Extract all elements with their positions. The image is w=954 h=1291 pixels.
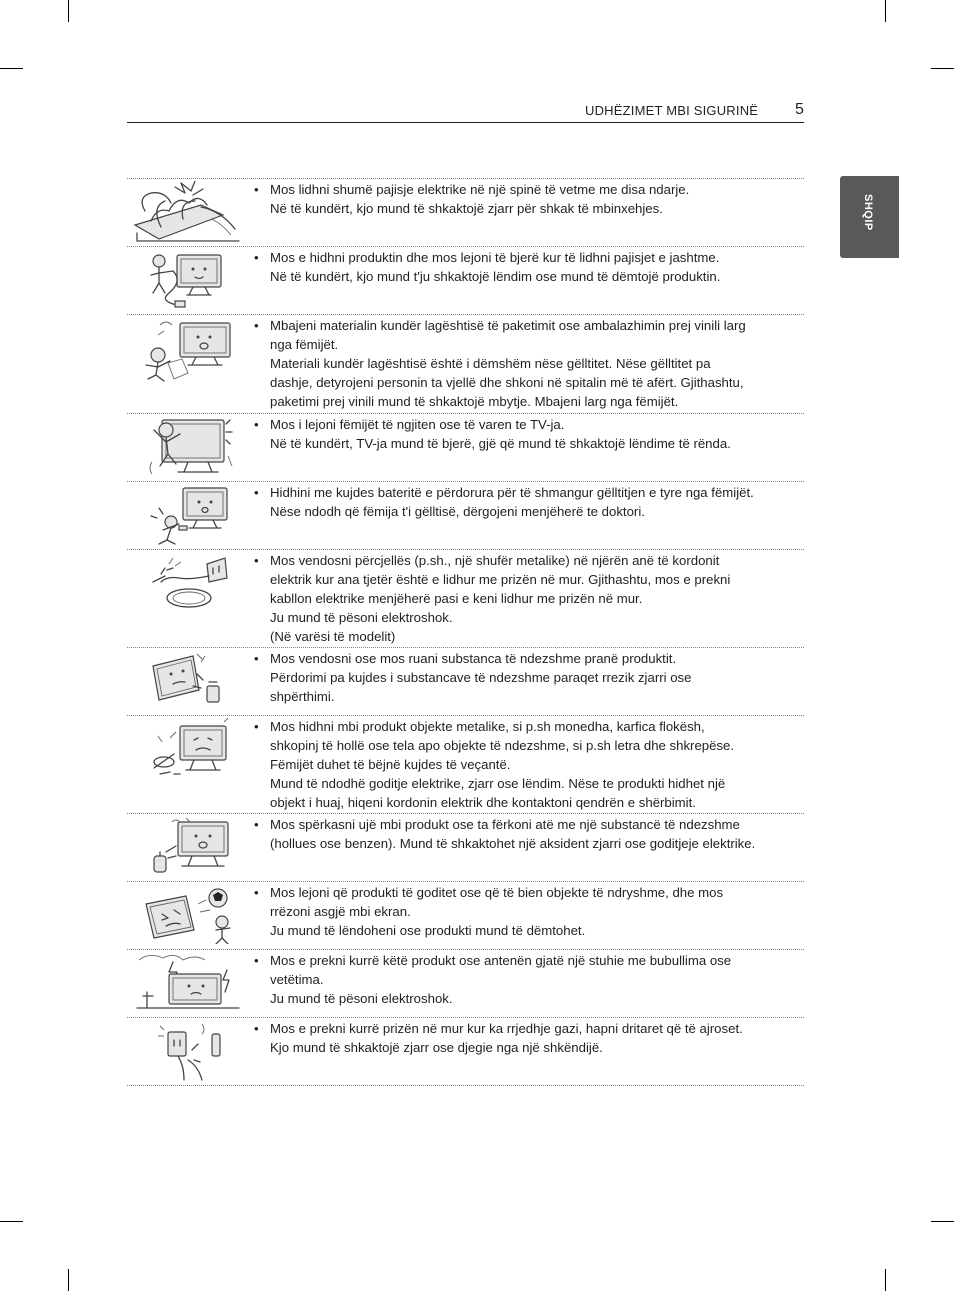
illustration-cell xyxy=(127,814,249,881)
instruction-line: Mos vendosni përcjellës (p.sh., një shufër metalike) në njërën anë të kordonit xyxy=(270,553,720,568)
lightning-storm-tv-icon xyxy=(133,952,243,1014)
instruction-row xyxy=(127,178,804,246)
instruction-text: • Mos e prekni kurrë prizën në mur kur ka rrjedhje gazi, hapni dritaret që të ajroset. Kjo mund të shkaktojë zjarr ose djegie nga një shkëndijë. xyxy=(249,1018,804,1085)
crop-mark xyxy=(931,68,954,69)
instruction-line: shkopinj të hollë ose tela apo objekte të ndezshme, si p.sh letra dhe shkrepëse. xyxy=(270,738,735,753)
illustration-cell xyxy=(127,550,249,647)
instruction-line: objekt i huaj, hiqeni kordonin elektrik dhe kontaktoni qendrën e shërbimit. xyxy=(270,795,696,810)
instruction-line: Në të kundërt, kjo mund të shkaktojë zjarr për shkak të mbinxehjes. xyxy=(270,201,663,216)
child-climbing-tv-icon xyxy=(142,416,234,478)
instruction-text: • Hidhini me kujdes bateritë e përdorura për të shmangur gëlltitjen e tyre nga fëmijët. Nëse ndodh që fëmija t'i gëlltisë, dërgojeni menjëherë te doktori. xyxy=(249,482,804,549)
instruction-line: Ju mund të pësoni elektroshok. xyxy=(270,991,453,1006)
instruction-line: Përdorimi pa kujdes i substancave të ndezshme paraqet rrezik zjarri ose xyxy=(270,670,692,685)
instruction-line: Mos spërkasni ujë mbi produkt ose ta fërkoni atë me një substancë të ndezshme xyxy=(270,817,740,832)
illustration-cell xyxy=(127,247,249,314)
instruction-line: Fëmijët duhet të bëjnë kujdes të veçantë. xyxy=(270,757,511,772)
instruction-line: Hidhini me kujdes bateritë e përdorura për të shmangur gëlltitjen e tyre nga fëmijët. xyxy=(270,485,754,500)
instruction-row xyxy=(127,549,804,647)
illustration-cell xyxy=(127,414,249,481)
instruction-row xyxy=(127,314,804,413)
crop-mark xyxy=(885,0,886,22)
instruction-text: • Mos e prekni kurrë këtë produkt ose antenën gjatë një stuhie me bubullima ose vetëtima. Ju mund të pësoni elektroshok. xyxy=(249,950,804,1017)
language-tab-label: SHQIP xyxy=(862,194,874,231)
crop-mark xyxy=(931,1221,954,1222)
illustration-cell xyxy=(127,315,249,413)
crop-mark xyxy=(0,68,23,69)
instruction-text: • Mos vendosni ose mos ruani substanca të ndezshme pranë produktit. Përdorimi pa kujdes i substancave të ndezshme paraqet rrezik zjarri ose shpërthimi. xyxy=(249,648,804,715)
illustration-cell xyxy=(127,482,249,549)
instruction-line: (hollues ose benzen). Mund të shkaktohet një aksident zjarri ose goditjeje elektrike. xyxy=(270,836,756,851)
instruction-row xyxy=(127,949,804,1017)
instruction-line: Ju mund të pësoni elektroshok. xyxy=(270,610,453,625)
water-spray-tv-icon xyxy=(142,816,234,878)
instruction-line: nga fëmijët. xyxy=(270,337,339,352)
instruction-line: Ju mund të lëndoheni ose produkti mund të dëmtohet. xyxy=(270,923,586,938)
language-tab[interactable] xyxy=(840,176,899,258)
crop-mark xyxy=(0,1221,23,1222)
instruction-line: elektrik kur ana tjetër është e lidhur me prizën në mur. Gjithashtu, mos e prekni xyxy=(270,572,731,587)
instruction-text: • Mos lejoni që produkti të goditet ose që të bien objekte të ndryshme, dhe mos rrëzoni asgjë mbi ekran. Ju mund të lëndoheni ose produkti mund të dëmtohet. xyxy=(249,882,804,949)
child-pulling-cable-tv-icon xyxy=(143,249,233,311)
child-plastic-bag-tv-icon xyxy=(138,317,238,383)
instruction-line: Mos e prekni kurrë prizën në mur kur ka rrjedhje gazi, hapni dritaret që të ajroset. xyxy=(270,1021,743,1036)
instruction-row xyxy=(127,481,804,549)
flammable-spray-tv-icon xyxy=(143,650,233,710)
illustration-cell xyxy=(127,648,249,715)
instruction-text: • Mbajeni materialin kundër lagështisë të paketimit ose ambalazhimin prej vinili larg nga fëmijët. Materiali kundër lagështisë është i dëmshëm nëse gëlltitet. Nëse gëlltitet pa dashje, detyrojeni personin ta vjellë dhe shkoni në spitalin më të afërt. Gjithashtu, paketimi prej vinili mund të shkaktojë mbytje. Mbajeni larg nga fëmijët. xyxy=(249,315,804,413)
metal-objects-on-tv-icon xyxy=(140,718,236,782)
safety-instructions-list xyxy=(127,178,804,1086)
instruction-text: • Mos e hidhni produktin dhe mos lejoni të bjerë kur të lidhni pajisjet e jashtme. Në të kundërt, kjo mund t'ju shkaktojë lëndim ose mund të dëmtojë produktin. xyxy=(249,247,804,314)
instruction-line: dashje, detyrojeni personin ta vjellë dhe shkoni në spitalin më të afërt. Gjithashtu, xyxy=(270,375,744,390)
instruction-line: kabllon elektrike menjëherë pasi e keni lidhur me prizën në mur. xyxy=(270,591,643,606)
instruction-text: • Mos hidhni mbi produkt objekte metalike, si p.sh monedha, karfica flokësh, shkopinj të hollë ose tela apo objekte të ndezshme, si p.sh letra dhe shkrepëse. Fëmijët duhet të bëjnë kujdes të veçantë. Mund të ndodhë goditje elektrike, zjarr ose lëndim. Nëse te produkti hidhet një objekt i huaj, hiqeni kordonin elektrik dhe kontaktoni qendrën e shërbimit. xyxy=(249,716,804,813)
instruction-row xyxy=(127,813,804,881)
instruction-text: • Mos lidhni shumë pajisje elektrike në një spinë të vetme me disa ndarje. Në të kundërt, kjo mund të shkaktojë zjarr për shkak të mbinxehjes. xyxy=(249,179,804,246)
instruction-line: (Në varësi të modelit) xyxy=(270,629,396,644)
instruction-line: Në të kundërt, TV-ja mund të bjerë, gjë që mund të shkaktojë lëndime të rënda. xyxy=(270,436,731,451)
hairpin-in-cord-icon xyxy=(143,552,233,614)
instruction-line: Kjo mund të shkaktojë zjarr ose djegie nga një shkëndijë. xyxy=(270,1040,603,1055)
instruction-line: Mbajeni materialin kundër lagështisë të paketimit ose ambalazhimin prej vinili larg xyxy=(270,318,746,333)
gas-leak-plug-icon xyxy=(148,1020,228,1082)
crop-mark xyxy=(68,1269,69,1291)
instruction-line: Nëse ndodh që fëmija t'i gëlltisë, dërgojeni menjëherë te doktori. xyxy=(270,504,645,519)
instruction-line: Mos vendosni ose mos ruani substanca të ndezshme pranë produktit. xyxy=(270,651,677,666)
crop-mark xyxy=(885,1269,886,1291)
instruction-row xyxy=(127,246,804,314)
page-number: 5 xyxy=(795,101,804,118)
instruction-text: • Mos spërkasni ujë mbi produkt ose ta fërkoni atë me një substancë të ndezshme (hollues ose benzen). Mund të shkaktohet një aksident zjarri ose goditjeje elektrike. xyxy=(249,814,804,881)
illustration-cell xyxy=(127,716,249,813)
instruction-line: Mos i lejoni fëmijët të ngjiten ose të varen te TV-ja. xyxy=(270,417,565,432)
instruction-line: paketimi prej vinili mund të shkaktojë mbytje. Mbajeni larg nga fëmijët. xyxy=(270,394,679,409)
child-swallowing-battery-icon xyxy=(143,484,233,546)
illustration-cell xyxy=(127,1018,249,1085)
instruction-row xyxy=(127,881,804,949)
overloaded-socket-icon xyxy=(131,181,245,243)
instruction-line: Materiali kundër lagështisë është i dëmshëm nëse gëlltitet. Nëse gëlltitet pa xyxy=(270,356,711,371)
crop-mark xyxy=(68,0,69,22)
instruction-line: Mund të ndodhë goditje elektrike, zjarr ose lëndim. Nëse te produkti hidhet një xyxy=(270,776,726,791)
instruction-line: rrëzoni asgjë mbi ekran. xyxy=(270,904,411,919)
illustration-cell xyxy=(127,950,249,1017)
instruction-line: shpërthimi. xyxy=(270,689,335,704)
instruction-text: • Mos vendosni përcjellës (p.sh., një shufër metalike) në njërën anë të kordonit elektrik kur ana tjetër është e lidhur me prizën në mur. Gjithashtu, mos e prekni kabllon elektrike menjëherë pasi e keni lidhur me prizën në mur. Ju mund të pësoni elektroshok. (Në varësi të modelit) xyxy=(249,550,804,647)
instruction-line: Mos e hidhni produktin dhe mos lejoni të bjerë kur të lidhni pajisjet e jashtme. xyxy=(270,250,720,265)
instruction-line: vetëtima. xyxy=(270,972,324,987)
header-rule xyxy=(127,122,804,123)
section-title: UDHËZIMET MBI SIGURINË xyxy=(585,103,759,118)
instruction-line: Mos hidhni mbi produkt objekte metalike, si p.sh monedha, karfica flokësh, xyxy=(270,719,705,734)
instruction-row xyxy=(127,413,804,481)
instruction-row xyxy=(127,647,804,715)
instruction-row xyxy=(127,715,804,813)
illustration-cell xyxy=(127,179,249,246)
instruction-line: Mos lejoni që produkti të goditet ose që të bien objekte të ndryshme, dhe mos xyxy=(270,885,724,900)
instruction-line: Në të kundërt, kjo mund t'ju shkaktojë lëndim ose mund të dëmtojë produktin. xyxy=(270,269,721,284)
instruction-line: Mos lidhni shumë pajisje elektrike në një spinë të vetme me disa ndarje. xyxy=(270,182,690,197)
instruction-text: • Mos i lejoni fëmijët të ngjiten ose të varen te TV-ja. Në të kundërt, TV-ja mund të bjerë, gjë që mund të shkaktojë lëndime të rënda. xyxy=(249,414,804,481)
instruction-row xyxy=(127,1017,804,1086)
instruction-line: Mos e prekni kurrë këtë produkt ose antenën gjatë një stuhie me bubullima ose xyxy=(270,953,732,968)
illustration-cell xyxy=(127,882,249,949)
ball-hitting-tv-icon xyxy=(140,884,236,944)
